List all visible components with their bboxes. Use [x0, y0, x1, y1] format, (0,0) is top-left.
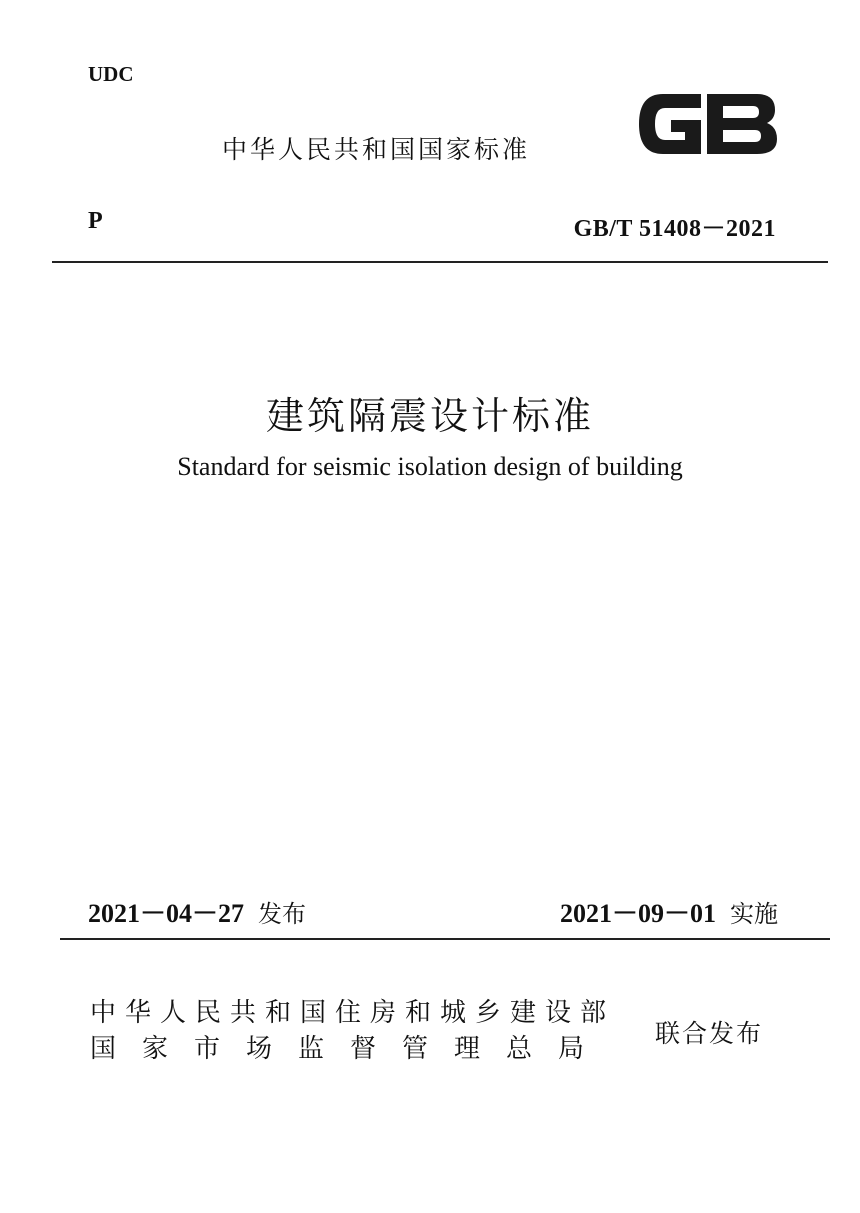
issue-label: 发布 [258, 900, 307, 928]
issuers-block [90, 995, 615, 1067]
implementation-date: 2021－09－01 [559, 899, 716, 928]
standard-number: GB/T 51408－2021 [573, 216, 776, 242]
issuer-ministry: 中华人民共和国住房和城乡建设部 [90, 998, 616, 1028]
document-title-cn: 建筑隔震设计标准 [265, 394, 594, 438]
classification-code: P [88, 208, 103, 234]
top-divider [52, 261, 828, 263]
joint-issue-label: 联合发布 [655, 1019, 764, 1048]
issuer-samr: 国家市场监督管理总局 [90, 1034, 611, 1064]
national-standard-title: 中华人民共和国国家标准 [222, 135, 531, 164]
issue-date: 2021－04－27 [88, 899, 245, 928]
issue-info [88, 893, 306, 930]
document-title-en: Standard for seismic isolation design of building [177, 452, 683, 481]
implementation-label: 实施 [730, 900, 778, 928]
gb-logo [633, 86, 781, 162]
udc-label: UDC [88, 62, 134, 86]
bottom-divider [60, 938, 830, 940]
implementation-info [560, 893, 778, 930]
